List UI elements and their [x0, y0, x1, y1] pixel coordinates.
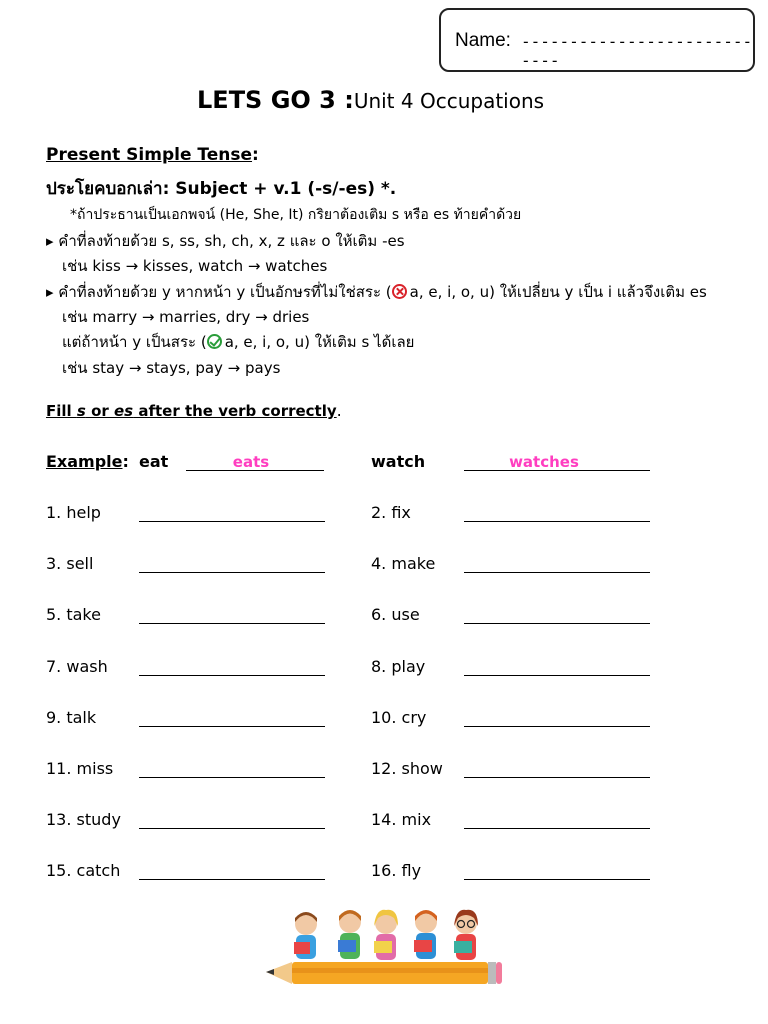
answer-line[interactable]: [464, 708, 650, 727]
verb-item: 7. wash: [46, 657, 108, 676]
answer-line[interactable]: [464, 605, 650, 624]
kid-1: [294, 912, 317, 959]
answer-line[interactable]: [139, 503, 325, 522]
name-field[interactable]: ----------------------------: [521, 32, 753, 70]
answer-line[interactable]: [464, 554, 650, 573]
verb-item: 6. use: [371, 605, 420, 624]
page-title: [197, 86, 544, 114]
example-word-right: watch: [371, 452, 426, 471]
answer-line[interactable]: [139, 759, 325, 778]
verb-item: 1. help: [46, 503, 101, 522]
verb-item: 14. mix: [371, 810, 432, 829]
kid-3: [374, 910, 398, 960]
grammar-note: *ถ้าประธานเป็นเอกพจน์ (He, She, It) กริยาต้องเติม s หรือ es ท้ายคำด้วย: [70, 207, 522, 223]
verb-item: 11. miss: [46, 759, 114, 778]
grammar-bullet-es: ▸ คำที่ลงท้ายด้วย s, ss, sh, ch, x, z และ o ให้เติม -es: [46, 232, 405, 250]
example-answer-right: watches: [509, 453, 579, 471]
answer-line[interactable]: [139, 554, 325, 573]
wrong-icon: [392, 284, 407, 299]
grammar-example-ys: เช่น stay → stays, pay → pays: [62, 359, 281, 377]
answer-line[interactable]: [139, 708, 325, 727]
example-word-left: eat: [139, 452, 169, 471]
grammar-rule: ประโยคบอกเล่า: Subject + v.1 (-s/-es) *.: [46, 179, 397, 199]
answer-line[interactable]: [139, 657, 325, 676]
answer-line[interactable]: [464, 810, 650, 829]
answer-line[interactable]: [139, 861, 325, 880]
kid-4: [414, 910, 437, 959]
grammar-example-ies: เช่น marry → marries, dry → dries: [62, 308, 310, 326]
verb-item: 15. catch: [46, 861, 121, 880]
grammar-bullet-y-consonant: ▸ คำที่ลงท้ายด้วย y หากหน้า y เป็นอักษรที่ไม่ใช่สระ ( a, e, i, o, u) ให้เปลี่ยน y เป็น i แล้วจึงเติม es: [46, 283, 707, 301]
verb-item: 9. talk: [46, 708, 97, 727]
exercise-instruction: Fill s or es after the verb correctly.: [46, 401, 342, 420]
title-series: LETS GO 3 :: [197, 86, 354, 114]
answer-line[interactable]: [464, 861, 650, 880]
verb-item: 12. show: [371, 759, 443, 778]
example-label: Example:: [46, 452, 129, 471]
answer-line[interactable]: [139, 605, 325, 624]
grammar-bullet-y-vowel: แต่ถ้าหน้า y เป็นสระ ( a, e, i, o, u) ให้เติม s ได้เลย: [62, 333, 415, 351]
example-answer-left: eats: [232, 453, 270, 471]
answer-line[interactable]: [464, 657, 650, 676]
check-icon: [207, 334, 222, 349]
title-unit: Unit 4 Occupations: [353, 89, 545, 113]
verb-item: 3. sell: [46, 554, 94, 573]
verb-item: 16. fly: [371, 861, 422, 880]
answer-line[interactable]: [464, 503, 650, 522]
kids-reading-on-pencil-illustration: [266, 906, 502, 994]
kid-2: [338, 910, 361, 959]
grammar-example-es: เช่น kiss → kisses, watch → watches: [62, 257, 328, 275]
verb-item: 5. take: [46, 605, 101, 624]
verb-item: 10. cry: [371, 708, 427, 727]
verb-item: 13. study: [46, 810, 121, 829]
name-label: Name:: [455, 30, 511, 51]
verb-item: 2. fix: [371, 503, 411, 522]
verb-item: 4. make: [371, 554, 436, 573]
answer-line[interactable]: [464, 759, 650, 778]
verb-item: 8. play: [371, 657, 426, 676]
grammar-heading: Present Simple Tense:: [46, 145, 259, 165]
name-box: [439, 8, 755, 72]
kid-5: [454, 910, 478, 960]
answer-line[interactable]: [139, 810, 325, 829]
